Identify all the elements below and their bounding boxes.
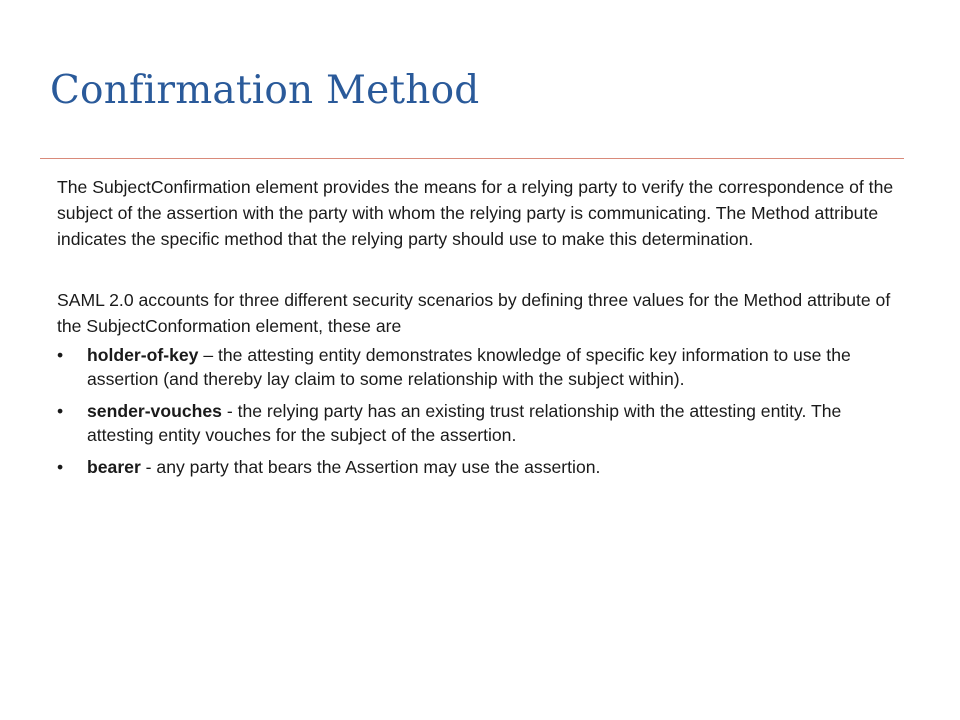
slide-body <box>57 174 907 487</box>
title-divider <box>40 158 904 159</box>
paragraph-subject-confirmation: The SubjectConfirmation element provides the means for a relying party to verify the correspondence of the subject of the assertion with the party with whom the relying party is communicating. The Method attribute indicates the specific method that the relying party should use to make this determination. <box>57 177 894 249</box>
description-bearer: - any party that bears the Assertion may use the assertion. <box>140 457 601 477</box>
term-sender-vouches: sender-vouches <box>87 401 222 421</box>
term-holder-of-key: holder-of-key <box>87 345 199 365</box>
slide-title: Confirmation Method <box>50 68 480 113</box>
bullet-icon: • <box>57 345 64 365</box>
term-bearer: bearer <box>87 457 141 477</box>
bullet-icon: • <box>57 401 64 421</box>
list-item-sender-vouches <box>57 399 907 447</box>
list-item-bearer <box>57 455 907 479</box>
paragraph-saml-scenarios: SAML 2.0 accounts for three different security scenarios by defining three values for the Method attribute of the SubjectConformation element, these are <box>57 290 891 336</box>
description-sender-vouches: - the relying party has an existing trust relationship with the attesting entity. The attesting entity vouches for the subject of the assertion. <box>87 401 842 445</box>
bullet-icon: • <box>57 457 64 477</box>
list-item-holder-of-key <box>57 343 907 391</box>
method-list <box>57 343 907 479</box>
description-holder-of-key: – the attesting entity demonstrates knowledge of specific key information to use the assertion (and thereby lay claim to some relationship with the subject within). <box>87 345 851 389</box>
